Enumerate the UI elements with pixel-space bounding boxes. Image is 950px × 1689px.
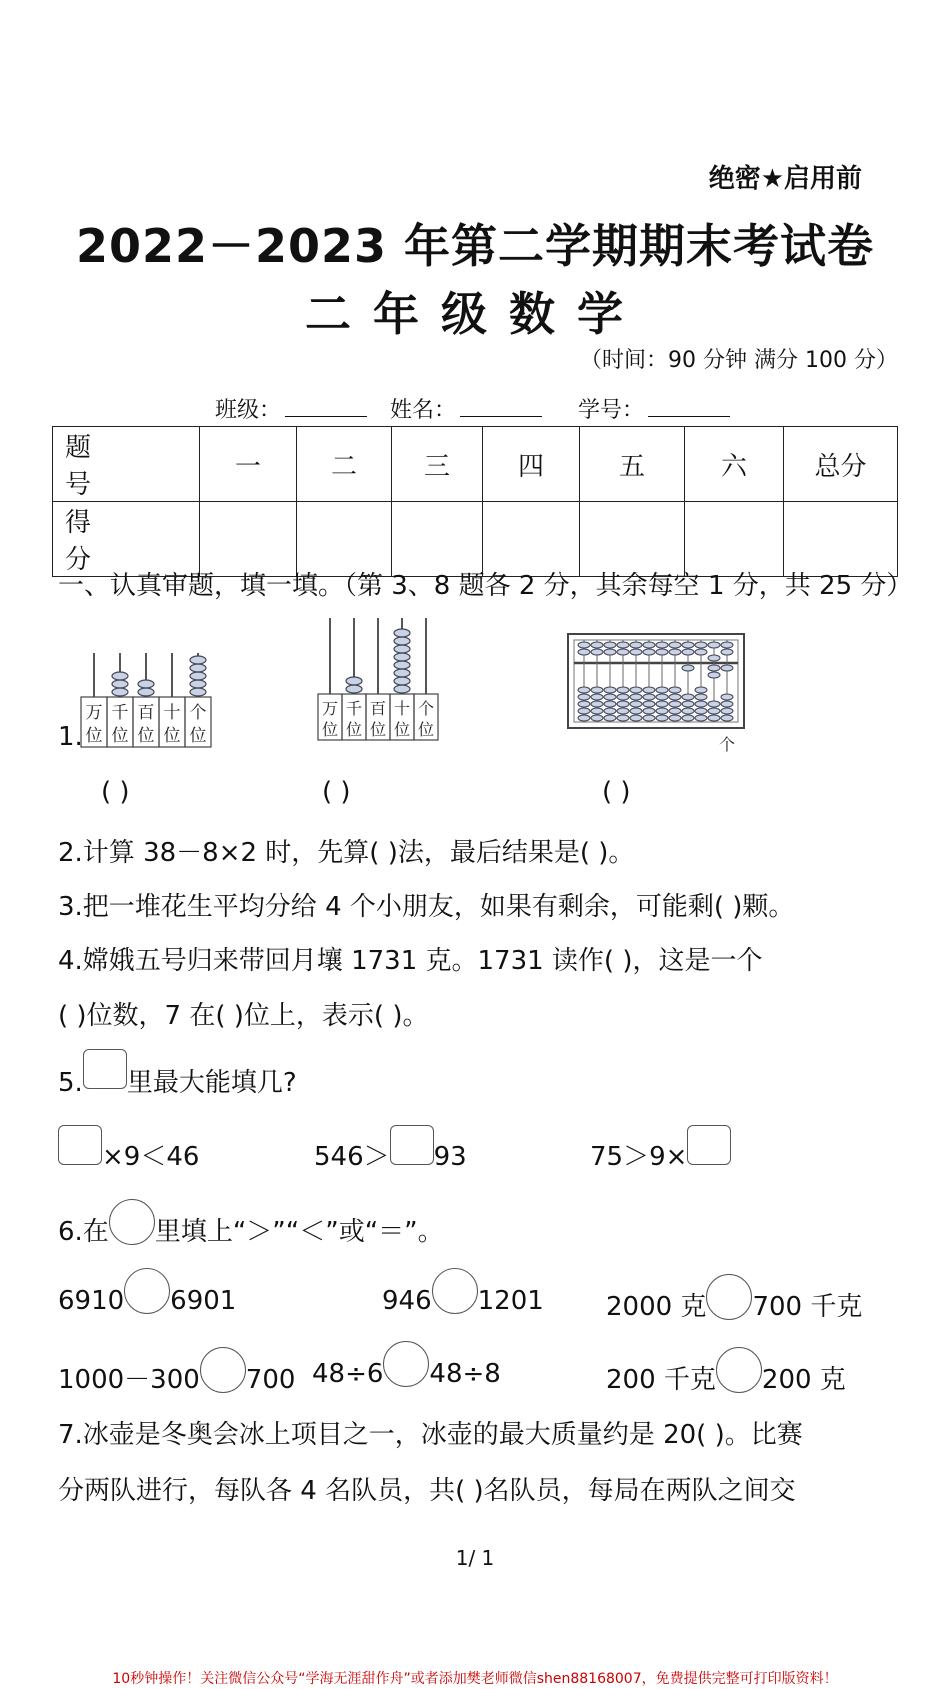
q5-item-2 (314, 1136, 467, 1173)
q1-answer-blank-2[interactable]: ( ) (322, 777, 351, 807)
compare-circle[interactable] (706, 1274, 752, 1320)
question-4-line-2: ( )位数，7 在( )位上，表示( )。 (58, 1001, 429, 1031)
column-total: 总分 (784, 427, 898, 502)
compare-right: 200 克 (761, 1365, 846, 1395)
question-number-label: 题 号 (53, 427, 200, 502)
compare-circle (109, 1199, 155, 1245)
counting-frame-1 (76, 645, 216, 751)
place-label: 位 (85, 726, 103, 746)
exam-subtitle: 二年级数学 (305, 287, 645, 341)
page-number: 1/ 1 (455, 1546, 495, 1570)
id-label: 学号： (578, 398, 645, 423)
compare-circle[interactable] (383, 1341, 429, 1387)
question-7-line-2: 分两队进行，每队各 4 名队员，共( )名队员，每局在两队之间交 (58, 1476, 796, 1506)
question-3: 3.把一堆花生平均分给 4 个小朋友，如果有剩余，可能剩( )颗。 (58, 892, 795, 922)
compare-item (58, 1359, 295, 1396)
id-field[interactable] (578, 393, 730, 424)
class-label: 班级： (215, 398, 282, 423)
place-label: 位 (189, 726, 207, 746)
exam-title: 2022－2023 年第二学期期末考试卷 (75, 219, 875, 273)
compare-right: 48÷8 (429, 1359, 501, 1389)
section-1-heading: 一、认真审题，填一填。（第 3、8 题各 2 分，其余每空 1 分，共 25 分） (58, 571, 913, 601)
place-label: 十 (393, 699, 411, 718)
place-label: 百 (369, 699, 387, 718)
score-table (52, 426, 898, 577)
compare-item (312, 1359, 501, 1389)
column-5: 五 (580, 427, 685, 502)
compare-right: 700 千克 (752, 1292, 863, 1322)
answer-square[interactable] (687, 1125, 731, 1165)
name-field[interactable] (390, 393, 542, 424)
q1-answer-blank-1[interactable]: ( ) (101, 777, 130, 807)
time-info: （时间：90 分钟 满分 100 分） (580, 348, 898, 373)
place-label: 位 (345, 720, 363, 739)
q5-number: 5. (58, 1068, 83, 1098)
compare-left: 6910 (58, 1286, 125, 1316)
place-label: 千 (345, 699, 363, 718)
compare-left: 2000 克 (606, 1292, 707, 1322)
compare-circle[interactable] (124, 1268, 170, 1314)
name-label: 姓名： (390, 398, 457, 423)
place-label: 位 (393, 720, 411, 739)
place-label: 千 (111, 703, 129, 723)
compare-circle[interactable] (200, 1347, 246, 1393)
place-label: 位 (163, 726, 181, 746)
q5-item-3-text: 75＞9× (590, 1142, 688, 1172)
promo-footer: 10秒钟操作！关注微信公众号“学海无涯甜作舟”或者添加樊老师微信shen88168007，免费提供完整可打印版资料！ (112, 1671, 838, 1687)
question-4-line-1: 4.嫦娥五号归来带回月壤 1731 克。1731 读作( )，这是一个 (58, 946, 763, 976)
place-label: 十 (163, 703, 181, 723)
compare-right: 1201 (477, 1286, 544, 1316)
q5-item-3 (590, 1136, 731, 1173)
place-label: 位 (321, 720, 339, 739)
column-4: 四 (483, 427, 580, 502)
compare-left: 1000－300 (58, 1365, 200, 1395)
place-label: 个 (189, 703, 207, 723)
compare-right: 700 (245, 1365, 296, 1395)
column-6: 六 (685, 427, 784, 502)
q1-answer-blank-3[interactable]: ( ) (602, 777, 631, 807)
place-label: 百 (137, 703, 155, 723)
column-1: 一 (200, 427, 297, 502)
score-header-row (53, 427, 898, 502)
q5-item-1-text: ×9＜46 (102, 1142, 200, 1172)
answer-square[interactable] (58, 1125, 102, 1165)
question-7-line-1: 7.冰壶是冬奥会冰上项目之一，冰壶的最大质量约是 20( )。比赛 (58, 1420, 803, 1450)
answer-square (83, 1049, 127, 1089)
q1-number: 1. (58, 722, 83, 752)
class-field[interactable] (215, 393, 367, 424)
compare-right: 6901 (170, 1286, 237, 1316)
compare-left: 48÷6 (312, 1359, 384, 1389)
name-blank[interactable] (460, 396, 542, 417)
unit-marker: 个 (718, 735, 736, 754)
q5-item-2-right: 93 (433, 1142, 467, 1172)
place-label: 位 (417, 720, 435, 739)
place-label: 位 (369, 720, 387, 739)
column-3: 三 (392, 427, 483, 502)
question-5-prompt (58, 1062, 297, 1099)
compare-item (606, 1286, 862, 1323)
place-label: 个 (417, 699, 435, 718)
q6-prefix: 6.在 (58, 1217, 109, 1247)
compare-item (58, 1286, 236, 1316)
q5-item-2-left: 546＞ (314, 1142, 390, 1172)
score-label: 得 分 (53, 502, 200, 577)
compare-item (382, 1286, 544, 1316)
place-label: 位 (137, 726, 155, 746)
answer-square[interactable] (390, 1125, 434, 1165)
q5-item-1 (58, 1136, 199, 1173)
compare-circle[interactable] (716, 1347, 762, 1393)
class-blank[interactable] (285, 396, 367, 417)
place-label: 位 (111, 726, 129, 746)
compare-item (606, 1359, 846, 1396)
column-2: 二 (297, 427, 392, 502)
confidential-label: 绝密★启用前 (708, 164, 862, 194)
place-label: 万 (85, 703, 103, 723)
compare-left: 200 千克 (606, 1365, 716, 1395)
question-2: 2.计算 38－8×2 时，先算( )法，最后结果是( )。 (58, 838, 635, 868)
question-6-prompt (58, 1211, 444, 1248)
counting-frame-2 (312, 614, 452, 744)
compare-left: 946 (382, 1286, 432, 1316)
compare-circle[interactable] (432, 1268, 478, 1314)
chinese-abacus (566, 632, 746, 756)
q6-suffix: 里填上“＞”“＜”或“＝”。 (154, 1217, 444, 1247)
id-blank[interactable] (648, 396, 730, 417)
q5-text: 里最大能填几? (126, 1068, 297, 1098)
place-label: 万 (321, 699, 339, 718)
